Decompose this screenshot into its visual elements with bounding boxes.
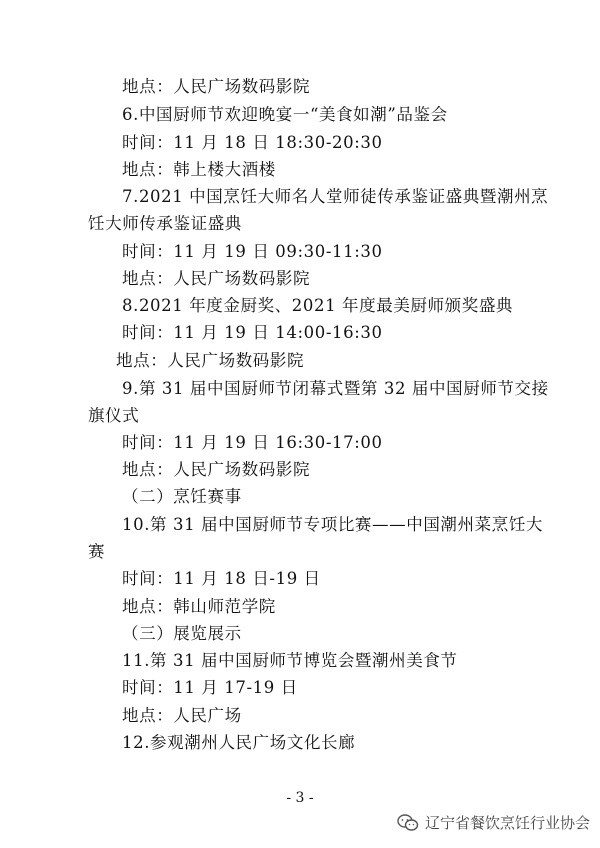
section-heading: （二）烹饪赛事 [122,487,242,506]
text-line: 赛 [88,542,106,561]
text-line: 7.2021 中国烹饪大师名人堂师徒传承鉴证盛典暨潮州烹 [122,187,549,206]
text-line: 地点：人民广场数码影院 [116,351,305,370]
text-line: 地点：人民广场数码影院 [122,77,311,96]
text-line: 时间：11 月 19 日 16:30-17:00 [122,433,383,452]
text-line: 地点：人民广场 [122,706,242,725]
text-line: 9.第 31 届中国厨师节闭幕式暨第 32 届中国厨师节交接 [122,379,549,398]
page-number: - 3 - [286,790,314,806]
wechat-icon [397,814,419,832]
text-line: 地点：韩山师范学院 [122,597,276,616]
section-heading: （三）展览展示 [122,624,242,643]
text-line: 6.中国厨师节欢迎晚宴一“美食如潮”品鉴会 [122,105,448,124]
text-line: 11.第 31 届中国厨师节博览会暨潮州美食节 [122,651,458,670]
text-line: 时间：11 月 18 日-19 日 [122,569,321,588]
text-line: 饪大师传承鉴证盛典 [88,214,242,233]
text-line: 时间：11 月 19 日 14:00-16:30 [122,323,383,342]
text-line: 地点：人民广场数码影院 [122,460,311,479]
text-line: 地点：人民广场数码影院 [122,269,311,288]
watermark-text: 辽宁省餐饮烹饪行业协会 [424,814,590,832]
text-line: 地点：韩上楼大酒楼 [122,160,276,179]
text-line: 12.参观潮州人民广场文化长廊 [122,733,356,752]
text-line: 8.2021 年度金厨奖、2021 年度最美厨师颁奖盛典 [122,296,514,315]
text-line: 时间：11 月 17-19 日 [122,678,298,697]
text-line: 旗仪式 [88,406,140,425]
text-line: 10.第 31 届中国厨师节专项比赛——中国潮州菜烹饪大 [122,515,544,534]
text-line: 时间：11 月 19 日 09:30-11:30 [122,242,383,261]
text-line: 时间：11 月 18 日 18:30-20:30 [122,133,383,152]
watermark [397,812,590,833]
